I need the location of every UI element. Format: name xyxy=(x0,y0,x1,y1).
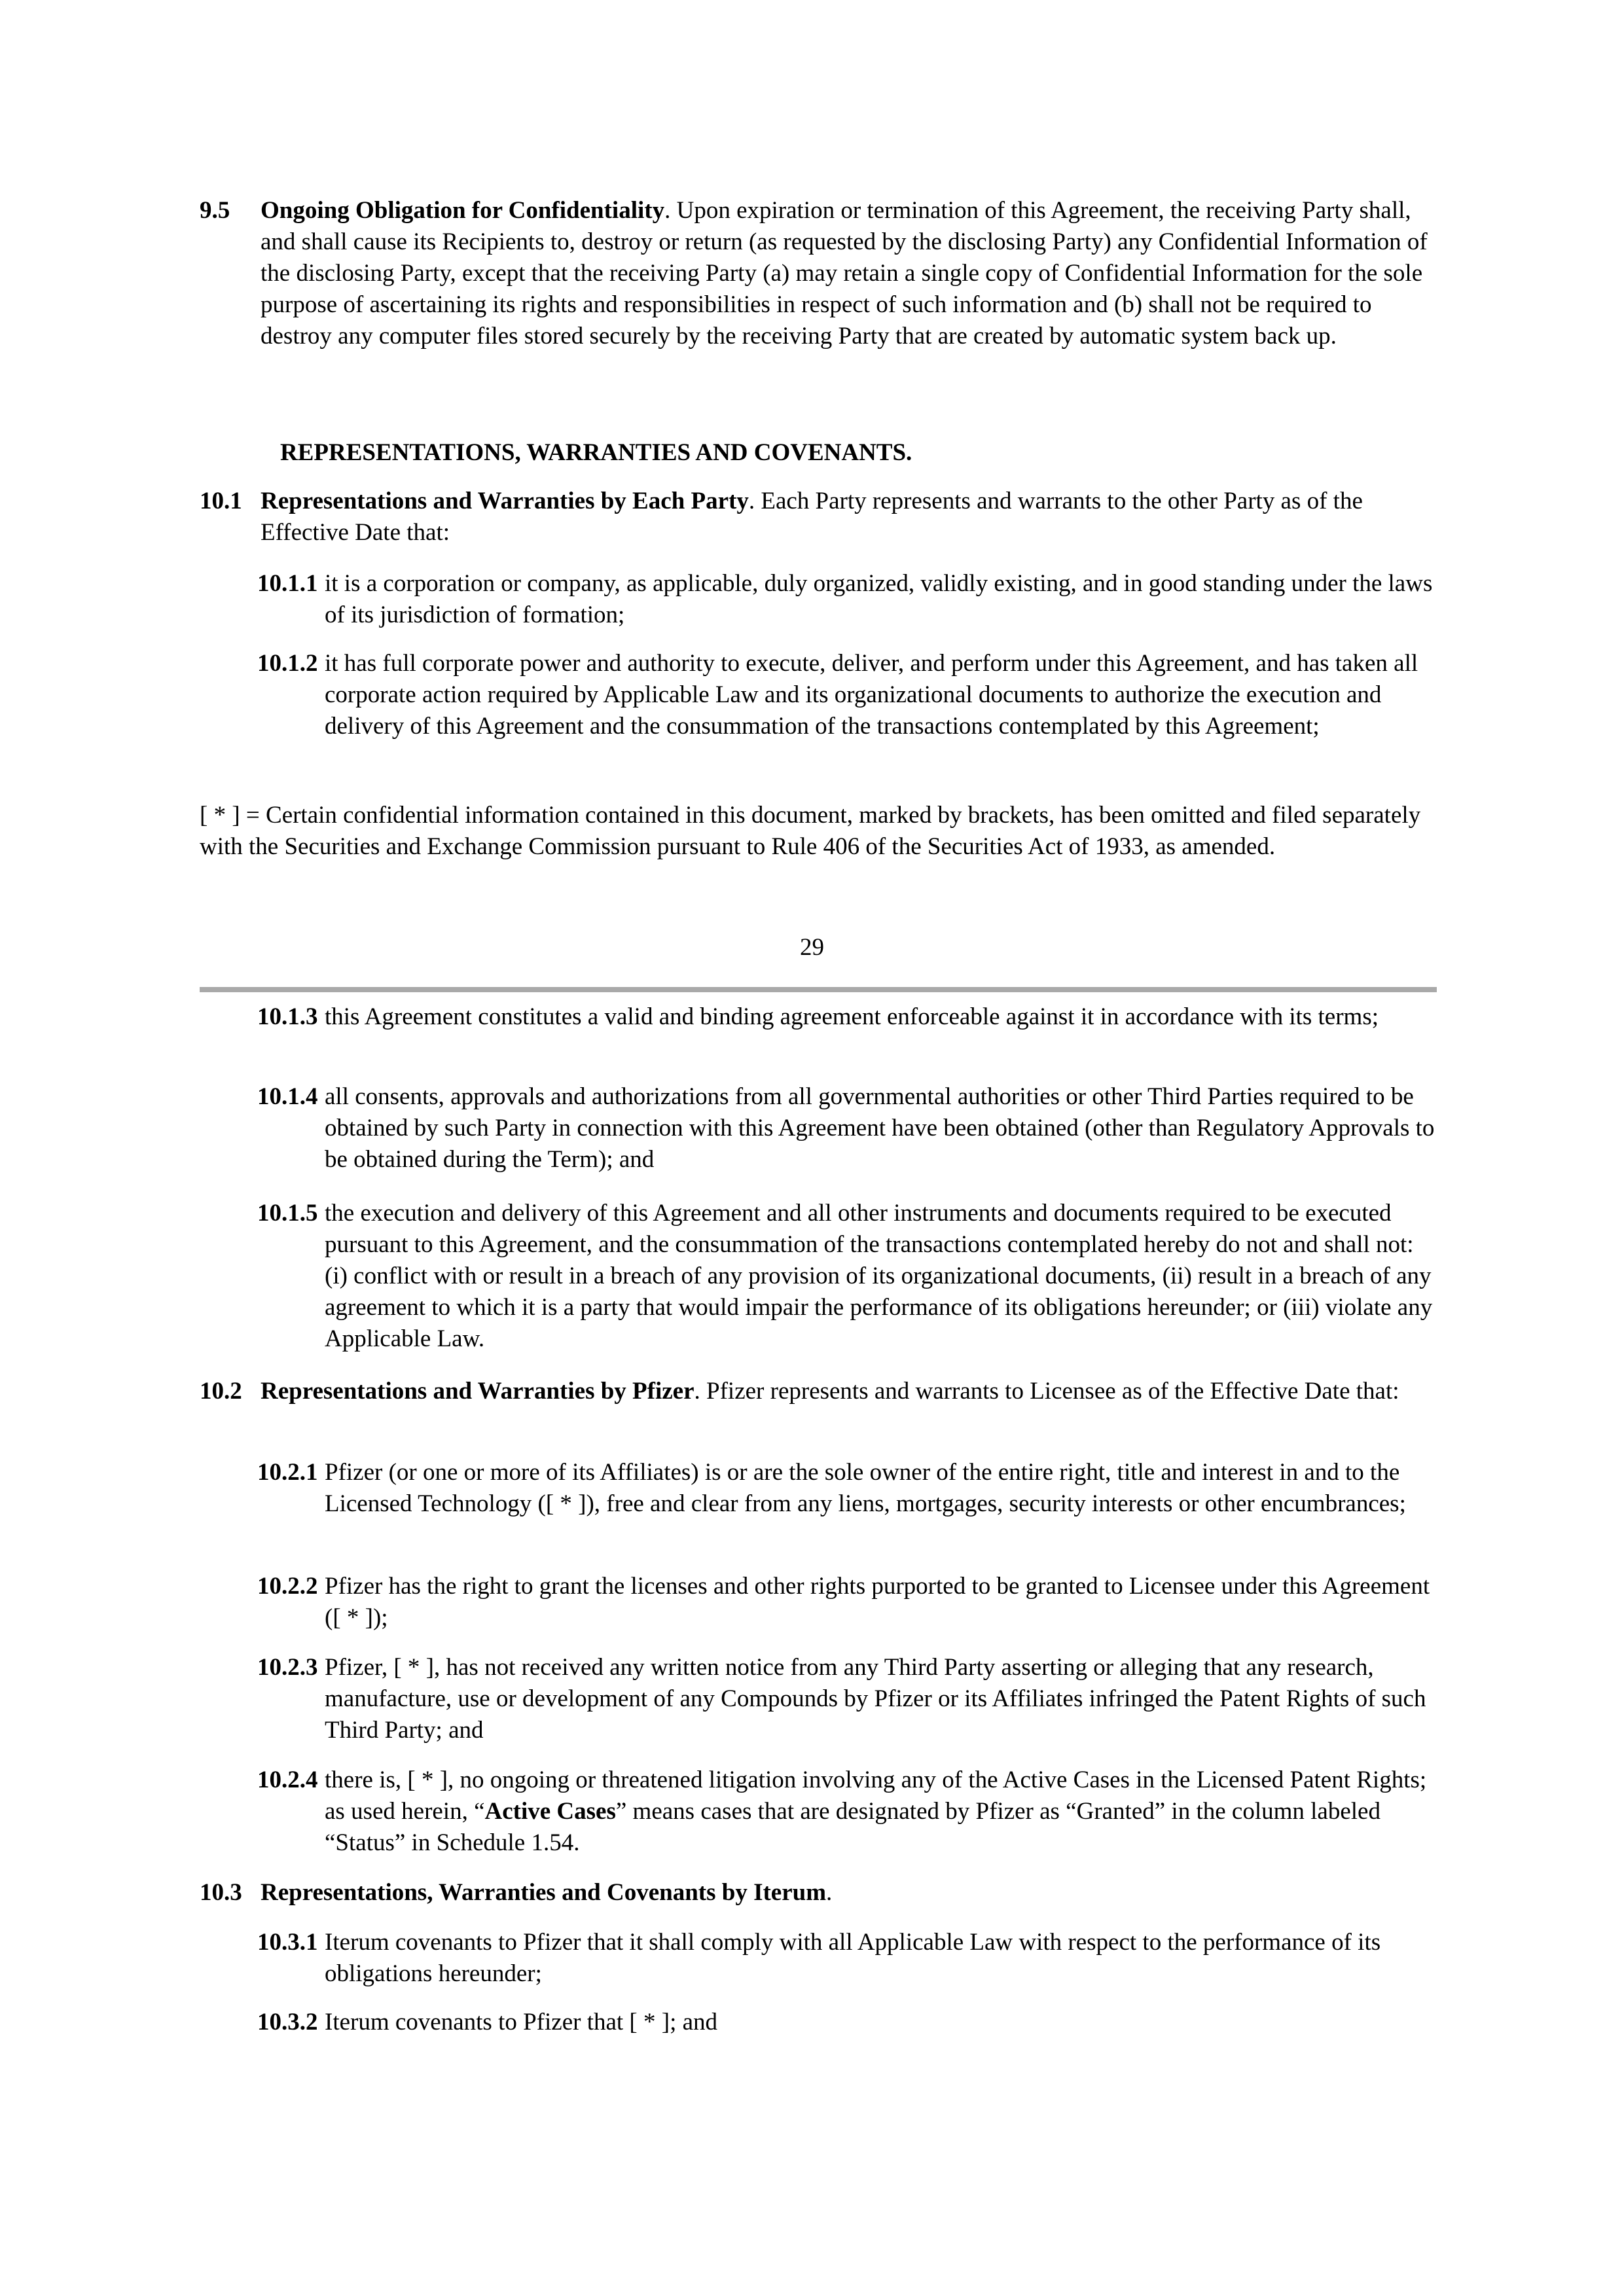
confidentiality-footnote: [ * ] = Certain confidential information contained in this document, marked by brackets, has been omitted and filed separately with the Securities and Exchange Commission pursuant to Rule 406 of the Securities Act of 1933, as amended. xyxy=(200,802,1421,860)
clause-10-1-2 xyxy=(257,648,1435,742)
clause-body: it is a corporation or company, as applicable, duly organized, validly existing, and in good standing under the laws of its jurisdiction of formation; xyxy=(325,570,1433,628)
section-number: 10.2 xyxy=(200,1378,242,1405)
clause-body: Iterum covenants to Pfizer that [ * ]; and xyxy=(325,2009,718,2036)
clause-number: 10.2.4 xyxy=(257,1767,318,1793)
section-body: . Each Party represents and warrants to the other Party as of the Effective Date that: xyxy=(261,488,1363,546)
clause-number: 10.2.1 xyxy=(257,1459,318,1486)
clause-number: 10.2.3 xyxy=(257,1654,318,1681)
defined-term: Active Cases xyxy=(484,1798,616,1825)
clause-number: 10.3.1 xyxy=(257,1929,318,1956)
clause-10-1-4 xyxy=(257,1081,1435,1175)
clause-number: 10.1.3 xyxy=(257,1003,318,1030)
section-title: Representations and Warranties by Pfizer xyxy=(261,1378,695,1405)
section-title: Representations, Warranties and Covenants by Iterum xyxy=(261,1879,827,1906)
clause-body: all consents, approvals and authorizations from all governmental authorities or other Third Parties required to be obtained by such Party in connection with this Agreement have been obtained (other than Regulatory Approvals to be obtained during the Term); and xyxy=(325,1083,1435,1173)
clause-number: 10.3.2 xyxy=(257,2009,318,2036)
section-10-1 xyxy=(200,486,1437,548)
clause-10-2-3 xyxy=(257,1652,1435,1746)
section-number: 10.1 xyxy=(200,488,242,514)
clause-10-3-1 xyxy=(257,1927,1435,1990)
clause-body: the execution and delivery of this Agreement and all other instruments and documents required to be executed pursuant to this Agreement, and the consummation of the transactions contemplated hereby do not and shall not: (i) conflict with or result in a breach of any provision of its organizational documents, (ii) result in a breach of any agreement to which it is a party that would impair the performance of its obligations hereunder; or (iii) violate any Applicable Law. xyxy=(325,1200,1433,1352)
section-body: . Upon expiration or termination of this Agreement, the receiving Party shall, and shall cause its Recipients to, destroy or return (as requested by the disclosing Party) any Confidential Information of the disclosing Party, except that the receiving Party (a) may retain a single copy of Confidential Information for the sole purpose of ascertaining its rights and responsibilities in respect of such information and (b) shall not be required to destroy any computer files stored securely by the receiving Party that are created by automatic system back up. xyxy=(261,197,1428,350)
clause-10-1-1 xyxy=(257,568,1435,631)
clause-body-b: ” means cases that are designated by Pfizer as “Granted” in the column labeled “Status” in Schedule 1.54. xyxy=(325,1798,1380,1856)
section-title: Ongoing Obligation for Confidentiality xyxy=(261,197,665,224)
section-10-2 xyxy=(200,1376,1437,1407)
article-10-heading: REPRESENTATIONS, WARRANTIES AND COVENANTS. xyxy=(280,439,912,466)
clause-number: 10.1.1 xyxy=(257,570,318,597)
section-10-3 xyxy=(200,1877,1437,1909)
clause-10-2-1 xyxy=(257,1457,1435,1520)
clause-body: Pfizer has the right to grant the licenses and other rights purported to be granted to Licensee under this Agreement ([ * ]); xyxy=(325,1573,1430,1631)
page-divider xyxy=(200,987,1437,992)
clause-10-3-2 xyxy=(257,2007,1435,2038)
clause-body: this Agreement constitutes a valid and binding agreement enforceable against it in accordance with its terms; xyxy=(325,1003,1379,1030)
section-number: 10.3 xyxy=(200,1879,242,1906)
page-number: 29 xyxy=(800,934,824,961)
clause-number: 10.1.2 xyxy=(257,650,318,677)
section-body: . xyxy=(826,1879,833,1906)
clause-body-a: there is, [ * ], no ongoing or threatened litigation involving any of the Active Cases in the Licensed Patent Rights; as used herein, “ xyxy=(325,1767,1427,1825)
clause-10-1-5 xyxy=(257,1198,1435,1355)
section-number: 9.5 xyxy=(200,197,230,224)
section-9-5 xyxy=(200,195,1437,352)
clause-body: it has full corporate power and authority to execute, deliver, and perform under this Agreement, and has taken all corporate action required by Applicable Law and its organizational documents to authorize the execution and delivery of this Agreement and the consummation of the transactions contemplated by this Agreement; xyxy=(325,650,1418,740)
clause-number: 10.2.2 xyxy=(257,1573,318,1600)
clause-number: 10.1.4 xyxy=(257,1083,318,1110)
section-body: . Pfizer represents and warrants to Licensee as of the Effective Date that: xyxy=(694,1378,1399,1405)
clause-body: Iterum covenants to Pfizer that it shall comply with all Applicable Law with respect to the performance of its obligations hereunder; xyxy=(325,1929,1381,1987)
clause-10-2-4 xyxy=(257,1765,1435,1859)
clause-10-2-2 xyxy=(257,1571,1435,1634)
clause-number: 10.1.5 xyxy=(257,1200,318,1227)
clause-body: Pfizer (or one or more of its Affiliates) is or are the sole owner of the entire right, title and interest in and to the Licensed Technology ([ * ]), free and clear from any liens, mortgages, security interests or other encumbrances; xyxy=(325,1459,1406,1517)
clause-10-1-3 xyxy=(257,1001,1435,1033)
clause-body: Pfizer, [ * ], has not received any written notice from any Third Party asserting or alleging that any research, manufacture, use or development of any Compounds by Pfizer or its Affiliates infringed the Patent Rights of such Third Party; and xyxy=(325,1654,1426,1744)
section-title: Representations and Warranties by Each Party xyxy=(261,488,749,514)
